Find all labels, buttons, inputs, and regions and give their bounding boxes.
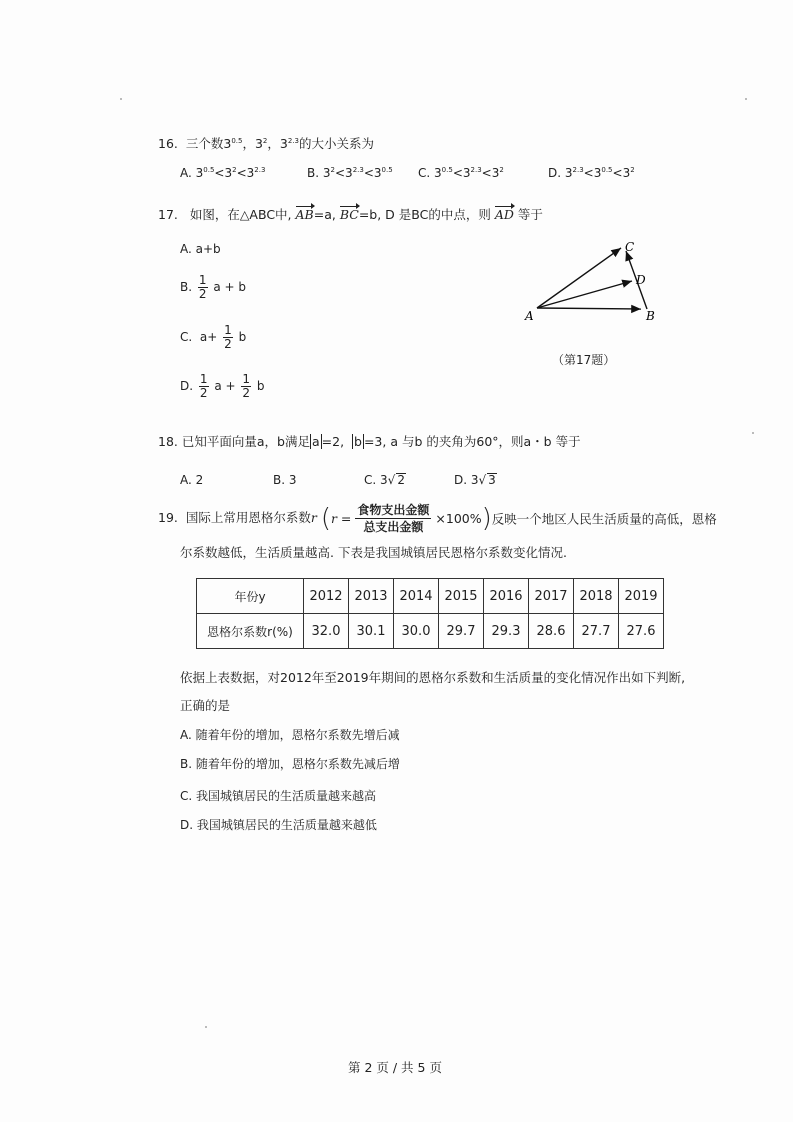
year-cell: 2016 <box>484 579 529 614</box>
figure-caption: （第17题） <box>552 353 616 367</box>
q16-option-a[interactable]: A. $3^{0.5}<3^2<3^{2.3}$ <box>180 166 266 180</box>
vector-bc: BC <box>339 207 359 222</box>
table-header-engel: 恩格尔系数r(%) <box>197 614 304 649</box>
year-cell: 2015 <box>439 579 484 614</box>
q19-option-b[interactable]: B. 随着年份的增加，恩格尔系数先减后增 <box>180 757 400 771</box>
q16-option-c[interactable]: C. $3^{0.5}<3^{2.3}<3^2$ <box>418 166 504 180</box>
q17-option-c[interactable]: C. a+ $\frac{1}{2}$ b <box>180 323 247 351</box>
scan-speck <box>752 432 754 434</box>
value-cell: 32.0 <box>304 614 349 649</box>
table-header-year: 年份y <box>197 579 304 614</box>
page-footer: 第 2 页 / 共 5 页 <box>348 1060 442 1075</box>
scan-speck <box>745 98 747 100</box>
q17-option-d[interactable]: D. $\frac{1}{2}$ a + $\frac{1}{2}$ b <box>180 372 265 400</box>
year-cell: 2013 <box>349 579 394 614</box>
vector-ad-arrow <box>537 281 632 308</box>
q19-option-c[interactable]: C. 我国城镇居民的生活质量越来越高 <box>180 789 377 803</box>
q16-stem: 16. 三个数$3^{0.5}$，$3^2$，$3^{2.3}$的大小关系为 <box>158 136 375 151</box>
q19-line2: 尔系数越低，生活质量越高. 下表是我国城镇居民恩格尔系数变化情况. <box>180 545 567 560</box>
q19-after-line2: 正确的是 <box>180 698 231 713</box>
q18-option-a[interactable]: A. 2 <box>180 473 204 487</box>
vector-ad: AD <box>494 207 514 222</box>
triangle-figure <box>520 238 670 328</box>
vector-ac-arrow <box>537 248 621 308</box>
year-cell: 2014 <box>394 579 439 614</box>
q19-after-line1: 依据上表数据，对2012年至2019年期间的恩格尔系数和生活质量的变化情况作出如下判断, <box>180 670 686 685</box>
vector-ab-arrow <box>537 308 641 309</box>
q19-stem: 19. 国际上常用恩格尔系数r (r = 食物支出金额 总支出金额 ×100%)反映一个地区人民生活质量的高低，恩格 <box>158 503 717 534</box>
q17-option-b[interactable]: B. $\frac{1}{2}$ a + b <box>180 273 246 301</box>
year-cell: 2018 <box>574 579 619 614</box>
label-c: C <box>625 240 635 254</box>
scan-speck <box>120 98 122 100</box>
value-cell: 27.6 <box>619 614 664 649</box>
value-cell: 28.6 <box>529 614 574 649</box>
value-cell: 29.7 <box>439 614 484 649</box>
q18-option-d[interactable]: D. 3√ 3 <box>454 473 496 487</box>
value-cell: 27.7 <box>574 614 619 649</box>
q19-option-a[interactable]: A. 随着年份的增加，恩格尔系数先增后减 <box>180 728 400 742</box>
q17-option-a[interactable]: A. a+b <box>180 242 221 256</box>
year-cell: 2019 <box>619 579 664 614</box>
engel-table <box>196 578 664 649</box>
q16-option-d[interactable]: D. $3^{2.3}<3^{0.5}<3^2$ <box>548 166 635 180</box>
q18-option-c[interactable]: C. 3√ 2 <box>364 473 405 487</box>
label-b: B <box>646 309 655 323</box>
year-cell: 2017 <box>529 579 574 614</box>
q17-stem: 17. 如图，在△ABC中, AB=a, BC=b, D 是BC的中点，则 AD 等于 <box>158 207 543 222</box>
label-d: D <box>636 273 646 287</box>
q16-option-b[interactable]: B. $3^2<3^{2.3}<3^{0.5}$ <box>307 166 393 180</box>
value-cell: 29.3 <box>484 614 529 649</box>
vector-ab: AB <box>295 207 314 222</box>
table-row <box>197 579 664 614</box>
q18-option-b[interactable]: B. 3 <box>273 473 297 487</box>
value-cell: 30.0 <box>394 614 439 649</box>
value-cell: 30.1 <box>349 614 394 649</box>
table-row <box>197 614 664 649</box>
q18-stem: 18. 已知平面向量a，b满足 a =2, b =3, a 与b 的夹角为60°，则a・b 等于 <box>158 434 581 449</box>
scan-speck <box>205 1026 207 1028</box>
year-cell: 2012 <box>304 579 349 614</box>
q19-option-d[interactable]: D. 我国城镇居民的生活质量越来越低 <box>180 818 377 832</box>
label-a: A <box>525 309 534 323</box>
